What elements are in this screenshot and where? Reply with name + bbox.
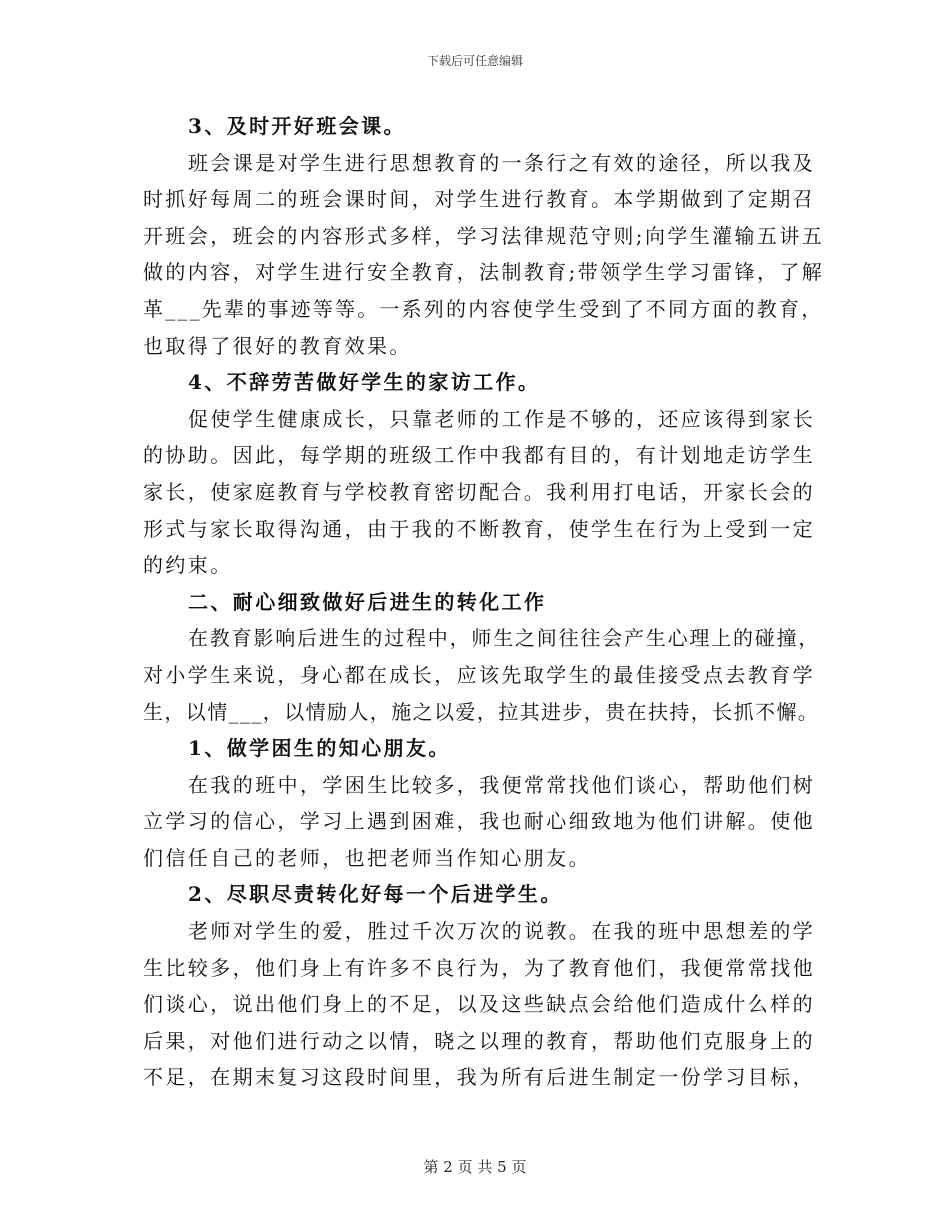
text-line: 生比较多，他们身上有许多不良行为，为了教育他们，我便常常找他	[143, 955, 815, 980]
text-line: 做的内容，对学生进行安全教育，法制教育;带领学生学习雷锋，了解	[143, 260, 825, 285]
text-line: 的协助。因此，每学期的班级工作中我都有目的，有计划地走访学生	[143, 443, 815, 468]
text-line: 在教育影响后进生的过程中，师生之间往往会产生心理上的碰撞，	[188, 626, 821, 651]
section-heading: 二、耐心细致做好后进生的转化工作	[188, 589, 547, 614]
document-body	[143, 108, 825, 1096]
text-line: 家长，使家庭教育与学校教育密切配合。我利用打电话，开家长会的	[143, 479, 815, 504]
section-heading: 2、尽职尽责转化好每一个后进学生。	[188, 882, 563, 907]
page-header: 下载后可任意编辑	[426, 54, 523, 68]
text-line: 形式与家长取得沟通，由于我的不断教育，使学生在行为上受到一定	[143, 516, 815, 541]
section-heading: 1、做学困生的知心朋友。	[188, 736, 451, 761]
section-heading: 4、不辞劳苦做好学生的家访工作。	[188, 370, 541, 395]
text-line: 开班会，班会的内容形式多样，学习法律规范守则;向学生灌输五讲五	[143, 223, 825, 248]
text-line: 对小学生来说，身心都在成长，应该先取学生的最佳接受点去教育学	[143, 662, 815, 687]
section-heading: 3、及时开好班会课。	[188, 114, 406, 138]
text-line: 在我的班中，学困生比较多，我便常常找他们谈心，帮助他们树	[188, 772, 816, 797]
text-line: 促使学生健康成长，只靠老师的工作是不够的，还应该得到家长	[188, 406, 816, 431]
text-line: 们谈心，说出他们身上的不足，以及这些缺点会给他们造成什么样的	[143, 992, 815, 1017]
text-line: 后果，对他们进行动之以情，晓之以理的教育，帮助他们克服身上的	[143, 1028, 815, 1053]
text-line: 们信任自己的老师，也把老师当作知心朋友。	[143, 845, 591, 870]
text-line: 立学习的信心，学习上遇到困难，我也耐心细致地为他们讲解。使他	[143, 809, 815, 834]
text-line: 的约束。	[143, 553, 233, 578]
page-footer: 第 2 页 共 5 页	[423, 1158, 527, 1176]
text-line: 时抓好每周二的班会课时间，对学生进行教育。本学期做到了定期召	[143, 187, 815, 212]
text-line: 不足，在期末复习这段时间里，我为所有后进生制定一份学习目标，	[143, 1065, 815, 1090]
text-line: 生，以情___，以情励人，施之以爱，拉其进步，贵在扶持，长抓不懈。	[143, 699, 820, 724]
text-line: 革___先辈的事迹等等。一系列的内容使学生受到了不同方面的教育，	[143, 296, 824, 321]
text-line: 老师对学生的爱，胜过千次万次的说教。在我的班中思想差的学	[188, 919, 816, 944]
text-line: 班会课是对学生进行思想教育的一条行之有效的途径，所以我及	[188, 150, 816, 175]
text-line: 也取得了很好的教育效果。	[143, 333, 412, 358]
